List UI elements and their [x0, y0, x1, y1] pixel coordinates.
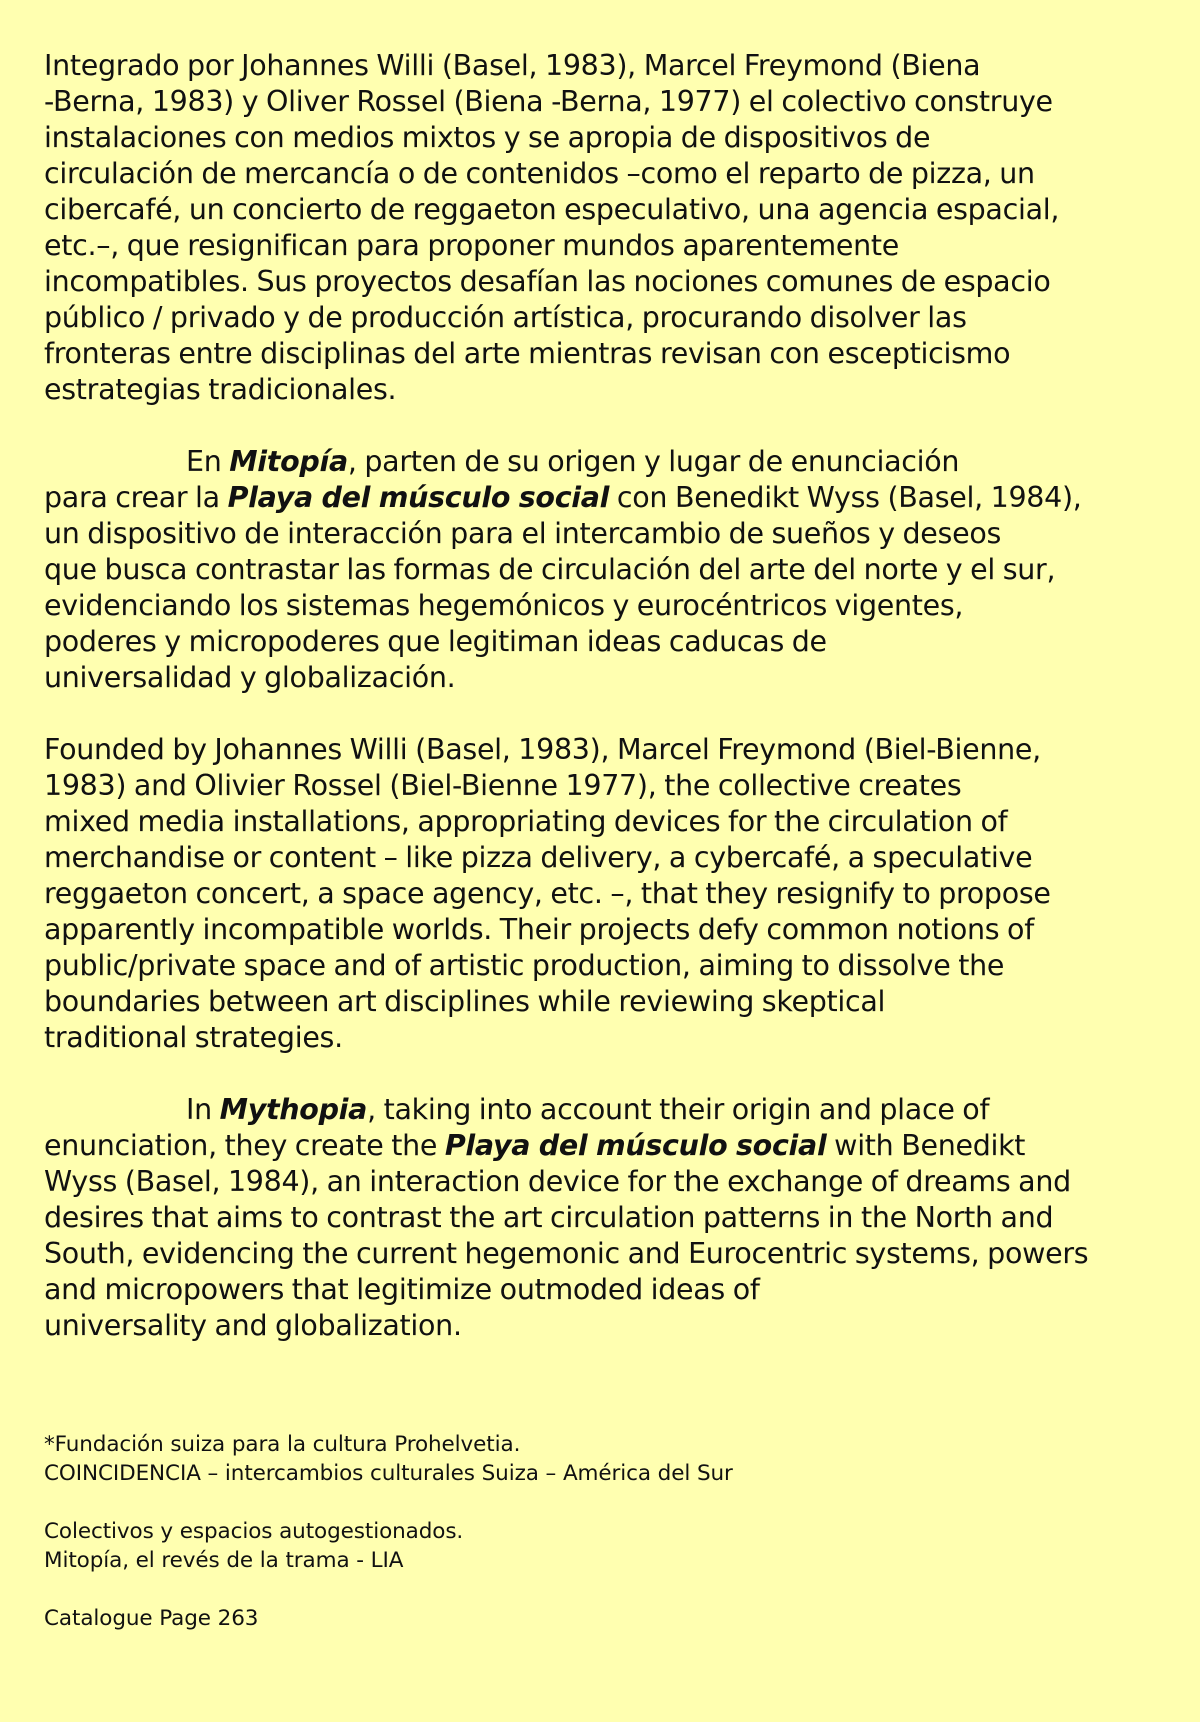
text-line [44, 444, 1169, 480]
text-line: circulación de mercancía o de contenidos –como el reparto de pizza, un [44, 157, 1035, 190]
paragraph-es-intro [44, 48, 1169, 408]
section-title: Mitopía, el revés de la trama - LIA [44, 1548, 404, 1573]
page-footer [44, 1430, 733, 1633]
paragraph-en-intro [44, 732, 1169, 1056]
article-body [44, 48, 1169, 1380]
text-line: -Berna, 1983) y Oliver Rossel (Biena -Berna, 1977) el colectivo construye [44, 85, 1053, 118]
section-block [44, 1517, 733, 1575]
text-line: and micropowers that legitimize outmoded ideas of [44, 1273, 760, 1306]
page-number: Catalogue Page 263 [44, 1606, 259, 1631]
text-line: estrategias tradicionales. [44, 373, 397, 406]
text-run: enunciation, they create the [44, 1129, 445, 1162]
text-line: traditional strategies. [44, 1021, 343, 1054]
paragraph-es-project [44, 444, 1169, 696]
text-line: etc.–, que resignifican para proponer mundos aparentemente [44, 229, 899, 262]
text-line: incompatibles. Sus proyectos desafían las nociones comunes de espacio [44, 265, 1051, 298]
text-run: , parten de su origen y lugar de enunciación [347, 445, 960, 478]
text-run: con Benedikt Wyss (Basel, 1984), [609, 481, 1082, 514]
text-line: cibercafé, un concierto de reggaeton especulativo, una agencia espacial, [44, 193, 1060, 226]
text-line: Founded by Johannes Willi (Basel, 1983), Marcel Freymond (Biel-Bienne, [44, 733, 1041, 766]
text-line: apparently incompatible worlds. Their projects defy common notions of [44, 913, 1034, 946]
text-line: public/private space and of artistic production, aiming to dissolve the [44, 949, 1005, 982]
text-line: reggaeton concert, a space agency, etc. –, that they resignify to propose [44, 877, 1051, 910]
text-line: mixed media installations, appropriating devices for the circulation of [44, 805, 1008, 838]
text-run: with Benedikt [826, 1129, 1026, 1162]
work-title-emphasis: Playa del músculo social [227, 481, 610, 514]
text-line: South, evidencing the current hegemonic and Eurocentric systems, powers [44, 1237, 1089, 1270]
footnote-foundation: *Fundación suiza para la cultura Prohelvetia. [44, 1432, 521, 1457]
text-line: que busca contrastar las formas de circulación del arte del norte y el sur, [44, 553, 1056, 586]
text-line: universality and globalization. [44, 1309, 462, 1342]
project-title-emphasis: Mitopía [229, 445, 348, 478]
text-line: 1983) and Olivier Rossel (Biel-Bienne 1977), the collective creates [44, 769, 962, 802]
text-line [44, 1128, 1169, 1164]
text-line: Integrado por Johannes Willi (Basel, 1983), Marcel Freymond (Biena [44, 49, 981, 82]
section-label: Colectivos y espacios autogestionados. [44, 1519, 464, 1544]
text-run: In [186, 1093, 220, 1126]
text-line: evidenciando los sistemas hegemónicos y eurocéntricos vigentes, [44, 589, 964, 622]
footnote-block [44, 1430, 733, 1488]
text-line: fronteras entre disciplinas del arte mientras revisan con escepticismo [44, 337, 1011, 370]
text-run: para crear la [44, 481, 228, 514]
text-line: merchandise or content – like pizza delivery, a cybercafé, a speculative [44, 841, 1033, 874]
text-line: público / privado y de producción artística, procurando disolver las [44, 301, 967, 334]
text-line: instalaciones con medios mixtos y se apropia de dispositivos de [44, 121, 931, 154]
text-line: Wyss (Basel, 1984), an interaction device for the exchange of dreams and [44, 1165, 1071, 1198]
project-title-emphasis: Mythopia [219, 1093, 368, 1126]
text-line [44, 480, 1169, 516]
text-line: poderes y micropoderes que legitiman ideas caducas de [44, 625, 827, 658]
text-run: , taking into account their origin and place of [367, 1093, 990, 1126]
text-line: boundaries between art disciplines while reviewing skeptical [44, 985, 886, 1018]
text-run: En [186, 445, 230, 478]
text-line: un dispositivo de interacción para el intercambio de sueños y deseos [44, 517, 1002, 550]
paragraph-en-project [44, 1092, 1169, 1344]
text-line: desires that aims to contrast the art circulation patterns in the North and [44, 1201, 1054, 1234]
text-line: universalidad y globalización. [44, 661, 456, 694]
page-number-block [44, 1604, 733, 1633]
work-title-emphasis: Playa del músculo social [444, 1129, 827, 1162]
footnote-program: COINCIDENCIA – intercambios culturales Suiza – América del Sur [44, 1461, 733, 1486]
text-line [44, 1092, 1169, 1128]
